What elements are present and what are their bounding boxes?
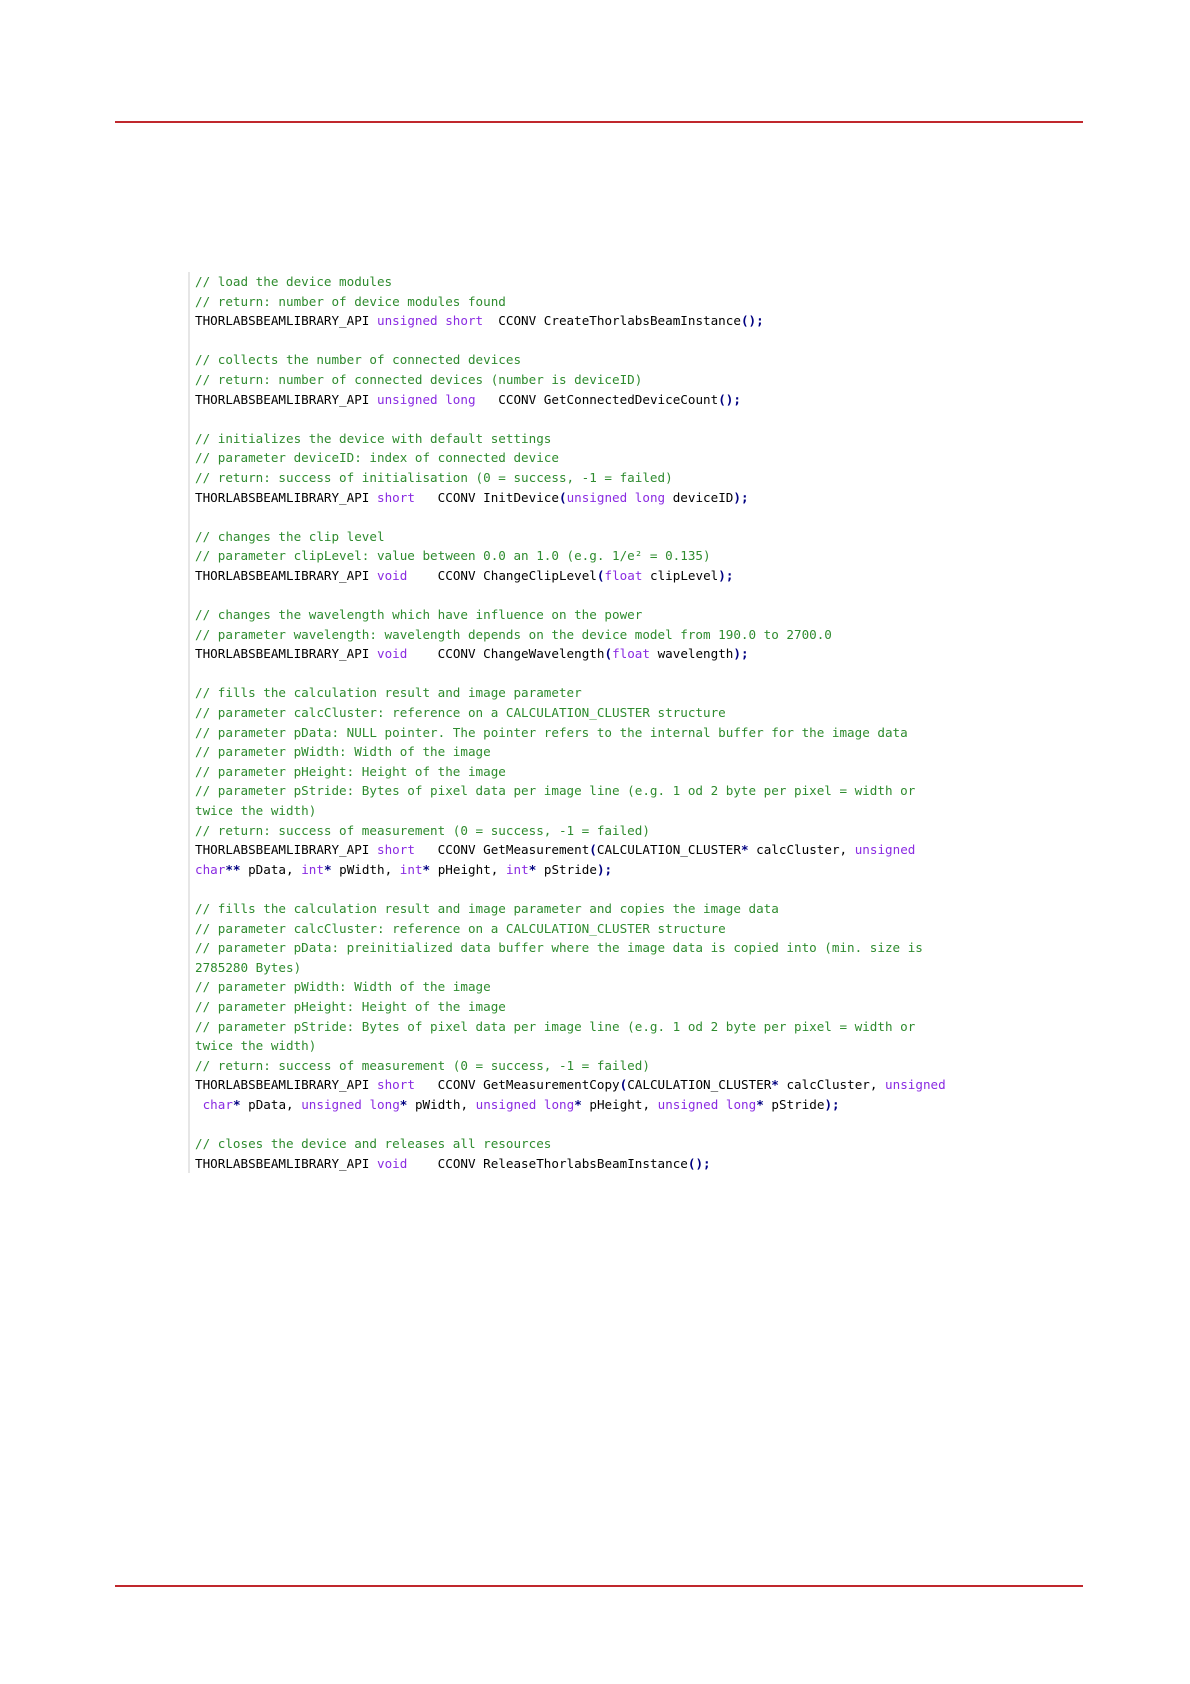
code-line xyxy=(195,1036,1095,1056)
header-rule xyxy=(115,121,1083,123)
code-text: pHeight, xyxy=(581,1096,658,1112)
code-listing xyxy=(188,272,1095,1173)
code-line xyxy=(195,1075,1095,1095)
code-punctuation: (); xyxy=(687,1155,711,1171)
code-line xyxy=(195,840,1095,860)
code-comment: // parameter clipLevel: value between 0.0 an 1.0 (e.g. 1/e² = 0.135) xyxy=(195,548,711,564)
code-comment: // parameter pData: NULL pointer. The pointer refers to the internal buffer for the image data xyxy=(195,724,908,740)
code-line xyxy=(195,1056,1095,1076)
code-keyword: int xyxy=(505,861,529,877)
code-punctuation: * xyxy=(740,842,749,858)
code-comment: // return: number of connected devices (number is deviceID) xyxy=(195,371,643,387)
code-text: CCONV GetConnectedDeviceCount xyxy=(475,391,719,407)
code-punctuation: (); xyxy=(718,391,741,407)
code-line xyxy=(195,703,1095,723)
code-text: calcCluster, xyxy=(778,1077,886,1093)
code-line xyxy=(195,468,1095,488)
blank-line xyxy=(195,409,1095,429)
code-comment: 2785280 Bytes) xyxy=(195,959,302,975)
code-keyword: int xyxy=(399,861,423,877)
code-line xyxy=(195,1154,1095,1174)
code-comment: // parameter pStride: Bytes of pixel data per image line (e.g. 1 od 2 byte per pixel = width or xyxy=(195,1018,916,1034)
code-text: pStride xyxy=(763,1096,825,1112)
code-line xyxy=(195,272,1095,292)
code-keyword: short xyxy=(376,489,415,505)
code-keyword: unsigned long xyxy=(657,1096,757,1112)
code-text: CALCULATION_CLUSTER xyxy=(596,842,741,858)
code-keyword: char xyxy=(202,1096,233,1112)
code-comment: // collects the number of connected devices xyxy=(195,352,522,368)
blank-line xyxy=(195,586,1095,606)
code-text: THORLABSBEAMLIBRARY_API xyxy=(195,1155,377,1171)
code-keyword: unsigned xyxy=(854,842,916,858)
code-keyword: float xyxy=(612,646,650,662)
code-text: THORLABSBEAMLIBRARY_API xyxy=(195,646,377,662)
code-line xyxy=(195,781,1095,801)
code-text xyxy=(195,1097,203,1112)
code-keyword: int xyxy=(301,861,324,877)
code-line xyxy=(195,448,1095,468)
code-comment: // parameter pHeight: Height of the image xyxy=(195,763,506,779)
code-line xyxy=(195,350,1095,370)
code-text: wavelength xyxy=(649,646,734,662)
code-line xyxy=(195,860,1095,880)
code-line xyxy=(195,683,1095,703)
code-line xyxy=(195,821,1095,841)
code-line xyxy=(195,292,1095,312)
code-text: pWidth, xyxy=(331,861,400,877)
code-line xyxy=(195,527,1095,547)
code-text: pData, xyxy=(240,861,302,877)
code-line xyxy=(195,370,1095,390)
code-keyword: void xyxy=(376,646,408,662)
code-line xyxy=(195,742,1095,762)
code-line xyxy=(195,488,1095,508)
code-text: CCONV InitDevice xyxy=(414,489,559,505)
code-line xyxy=(195,625,1095,645)
code-text: CCONV CreateThorlabsBeamInstance xyxy=(483,313,741,329)
code-text: CCONV ReleaseThorlabsBeamInstance xyxy=(407,1155,688,1171)
code-comment: // return: success of measurement (0 = success, -1 = failed) xyxy=(195,1057,650,1073)
code-punctuation: ** xyxy=(225,861,241,877)
code-text: CALCULATION_CLUSTER xyxy=(627,1077,772,1093)
code-keyword: char xyxy=(195,861,226,877)
code-comment: // return: number of device modules found xyxy=(195,293,506,309)
code-line xyxy=(195,958,1095,978)
code-text: THORLABSBEAMLIBRARY_API xyxy=(195,489,377,505)
code-line xyxy=(195,311,1095,331)
code-comment: twice the width) xyxy=(195,1038,317,1054)
code-comment: // return: success of initialisation (0 = success, -1 = failed) xyxy=(195,469,673,485)
code-comment: // parameter wavelength: wavelength depends on the device model from 190.0 to 2700.0 xyxy=(195,626,832,642)
code-keyword: short xyxy=(376,842,415,858)
code-text: pStride xyxy=(536,861,597,877)
code-comment: // parameter deviceID: index of connected device xyxy=(195,450,559,466)
code-keyword: unsigned xyxy=(885,1077,946,1093)
code-keyword: short xyxy=(376,1077,415,1093)
code-punctuation: * xyxy=(422,861,431,877)
code-punctuation: ); xyxy=(596,861,613,877)
blank-line xyxy=(195,879,1095,899)
code-punctuation: ( xyxy=(619,1077,628,1093)
footer-rule xyxy=(115,1585,1083,1587)
code-text: CCONV GetMeasurementCopy xyxy=(414,1077,620,1093)
code-line xyxy=(195,938,1095,958)
code-text: pHeight, xyxy=(430,861,506,877)
code-comment: twice the width) xyxy=(195,803,317,819)
code-comment: // parameter calcCluster: reference on a CALCULATION_CLUSTER structure xyxy=(195,705,726,721)
code-punctuation: ( xyxy=(604,646,613,662)
code-text: THORLABSBEAMLIBRARY_API xyxy=(195,842,377,858)
code-text: CCONV GetMeasurement xyxy=(414,842,590,858)
blank-line xyxy=(195,1115,1095,1135)
code-punctuation: ( xyxy=(589,842,597,858)
code-punctuation: * xyxy=(399,1096,408,1112)
code-comment: // parameter pWidth: Width of the image xyxy=(195,979,491,995)
code-keyword: unsigned long xyxy=(475,1096,575,1112)
code-keyword: unsigned long xyxy=(376,391,476,407)
code-keyword: unsigned long xyxy=(301,1096,400,1112)
code-keyword: void xyxy=(376,1155,408,1171)
code-comment: // parameter calcCluster: reference on a CALCULATION_CLUSTER structure xyxy=(195,920,726,936)
code-text: pWidth, xyxy=(407,1096,476,1112)
code-line xyxy=(195,644,1095,664)
code-line xyxy=(195,801,1095,821)
code-punctuation: ); xyxy=(733,489,749,505)
code-line xyxy=(195,977,1095,997)
code-line xyxy=(195,429,1095,449)
code-comment: // fills the calculation result and image parameter xyxy=(195,685,582,701)
code-line xyxy=(195,997,1095,1017)
code-line xyxy=(195,1017,1095,1037)
code-keyword: unsigned short xyxy=(376,313,484,329)
code-comment: // changes the wavelength which have influence on the power xyxy=(195,607,643,623)
code-line xyxy=(195,899,1095,919)
code-punctuation: ( xyxy=(596,567,605,583)
code-punctuation: ); xyxy=(733,646,749,662)
code-punctuation: ); xyxy=(718,567,734,583)
code-text: CCONV ChangeWavelength xyxy=(407,646,605,662)
code-line xyxy=(195,1134,1095,1154)
code-comment: // changes the clip level xyxy=(195,528,385,544)
code-comment: // load the device modules xyxy=(195,274,393,289)
code-punctuation: * xyxy=(771,1077,779,1093)
code-keyword: float xyxy=(604,567,643,583)
code-punctuation: * xyxy=(323,861,332,877)
blank-line xyxy=(195,331,1095,351)
code-punctuation: * xyxy=(232,1096,241,1112)
code-text: THORLABSBEAMLIBRARY_API xyxy=(195,313,377,329)
code-text: clipLevel xyxy=(642,567,719,583)
blank-line xyxy=(195,664,1095,684)
blank-line xyxy=(195,507,1095,527)
code-punctuation: (); xyxy=(740,313,764,329)
code-text: calcCluster, xyxy=(748,842,855,858)
code-text: deviceID xyxy=(665,489,734,505)
code-punctuation: ( xyxy=(558,489,567,505)
code-punctuation: * xyxy=(756,1096,764,1112)
code-line xyxy=(195,390,1095,410)
code-comment: // initializes the device with default settings xyxy=(195,430,552,446)
code-line xyxy=(195,762,1095,782)
code-line xyxy=(195,546,1095,566)
code-punctuation: ); xyxy=(824,1096,840,1112)
code-line xyxy=(195,566,1095,586)
code-keyword: unsigned long xyxy=(566,489,666,505)
code-comment: // fills the calculation result and image parameter and copies the image data xyxy=(195,901,779,916)
code-text: CCONV ChangeClipLevel xyxy=(407,567,597,583)
code-text: THORLABSBEAMLIBRARY_API xyxy=(195,567,377,583)
code-punctuation: * xyxy=(528,861,537,877)
code-line xyxy=(195,1095,1095,1115)
code-line xyxy=(195,723,1095,743)
code-comment: // return: success of measurement (0 = success, -1 = failed) xyxy=(195,822,650,838)
code-comment: // parameter pStride: Bytes of pixel data per image line (e.g. 1 od 2 byte per pixel = width or xyxy=(195,783,916,799)
code-comment: // parameter pWidth: Width of the image xyxy=(195,744,491,760)
code-comment: // parameter pHeight: Height of the image xyxy=(195,998,506,1014)
code-text: THORLABSBEAMLIBRARY_API xyxy=(195,1077,377,1093)
code-line xyxy=(195,605,1095,625)
code-line xyxy=(195,919,1095,939)
code-keyword: void xyxy=(376,567,408,583)
code-comment: // closes the device and releases all resources xyxy=(195,1136,552,1152)
code-punctuation: * xyxy=(574,1096,582,1112)
code-text: pData, xyxy=(240,1096,302,1112)
code-text: THORLABSBEAMLIBRARY_API xyxy=(195,391,377,407)
code-comment: // parameter pData: preinitialized data buffer where the image data is copied into (min. size is xyxy=(195,940,923,956)
